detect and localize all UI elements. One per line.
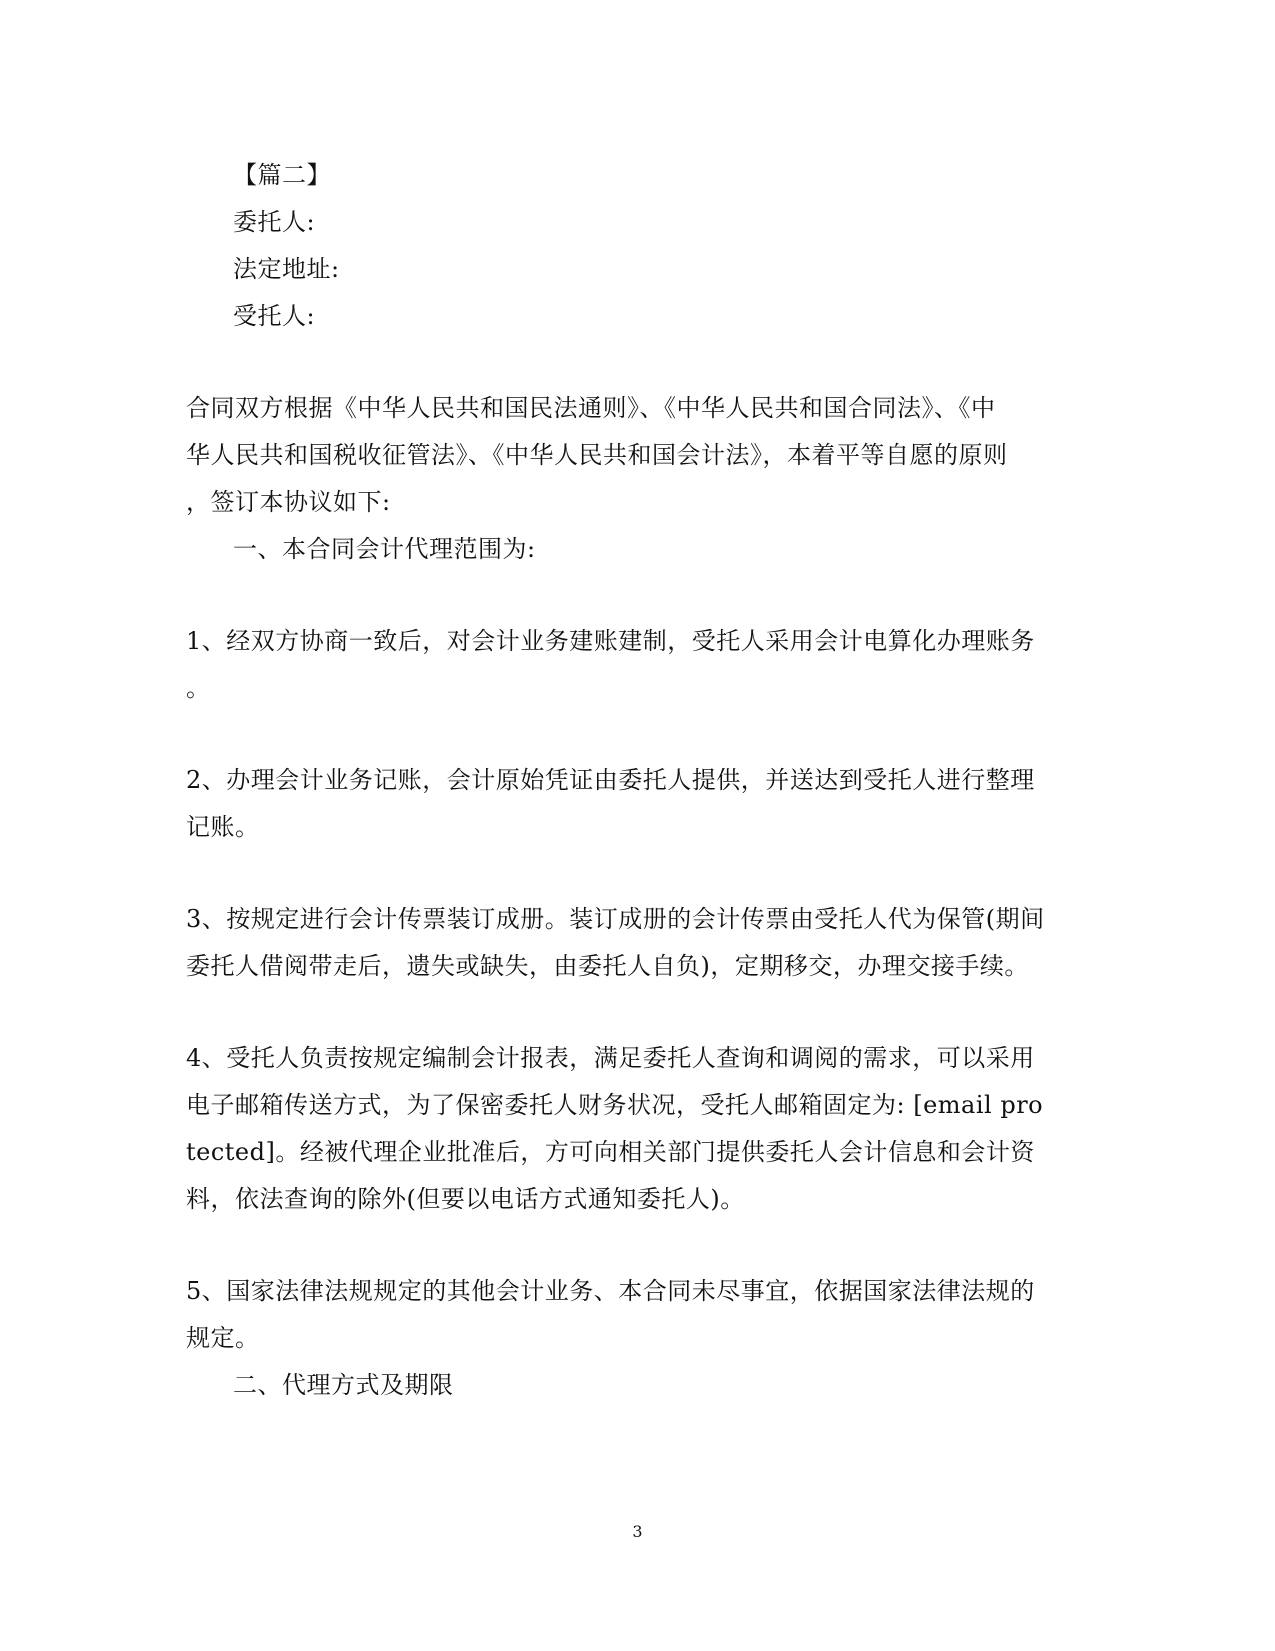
item-4-line: tected]。经被代理企业批准后，方可向相关部门提供委托人会计信息和会计资 xyxy=(186,1138,1035,1166)
page-number: 3 xyxy=(632,1522,643,1541)
item-5-line: 规定。 xyxy=(186,1324,260,1352)
agent-field-label: 受托人: xyxy=(233,302,316,330)
item-1-line: 1、经双方协商一致后，对会计业务建账建制，受托人采用会计电算化办理账务 xyxy=(186,627,1035,655)
article-two-heading: 二、代理方式及期限 xyxy=(233,1371,454,1399)
legal-address-field-label: 法定地址: xyxy=(233,255,340,283)
preamble-line: ，签订本协议如下: xyxy=(186,488,391,516)
item-5-line: 5、国家法律法规规定的其他会计业务、本合同未尽事宜，依据国家法律法规的 xyxy=(186,1277,1035,1305)
item-3-line: 3、按规定进行会计传票装订成册。装订成册的会计传票由受托人代为保管(期间 xyxy=(186,905,1045,933)
item-3-line: 委托人借阅带走后，遗失或缺失，由委托人自负)，定期移交，办理交接手续。 xyxy=(186,952,1029,980)
item-4-line: 料，依法查询的除外(但要以电话方式通知委托人)。 xyxy=(186,1185,745,1213)
item-2-line: 记账。 xyxy=(186,813,260,841)
item-4-line: 电子邮箱传送方式，为了保密委托人财务状况，受托人邮箱固定为: [email pro xyxy=(186,1091,1044,1119)
section-heading: 【篇二】 xyxy=(233,161,331,189)
preamble-line: 合同双方根据《中华人民共和国民法通则》、《中华人民共和国合同法》、《中 xyxy=(186,394,996,422)
item-1-line: 。 xyxy=(186,674,211,702)
item-2-line: 2、办理会计业务记账，会计原始凭证由委托人提供，并送达到受托人进行整理 xyxy=(186,766,1035,794)
article-one-heading: 一、本合同会计代理范围为: xyxy=(233,535,536,563)
item-4-line: 4、受托人负责按规定编制会计报表，满足委托人查询和调阅的需求，可以采用 xyxy=(186,1044,1035,1072)
principal-field-label: 委托人: xyxy=(233,208,316,236)
preamble-line: 华人民共和国税收征管法》、《中华人民共和国会计法》，本着平等自愿的原则 xyxy=(186,441,1008,469)
